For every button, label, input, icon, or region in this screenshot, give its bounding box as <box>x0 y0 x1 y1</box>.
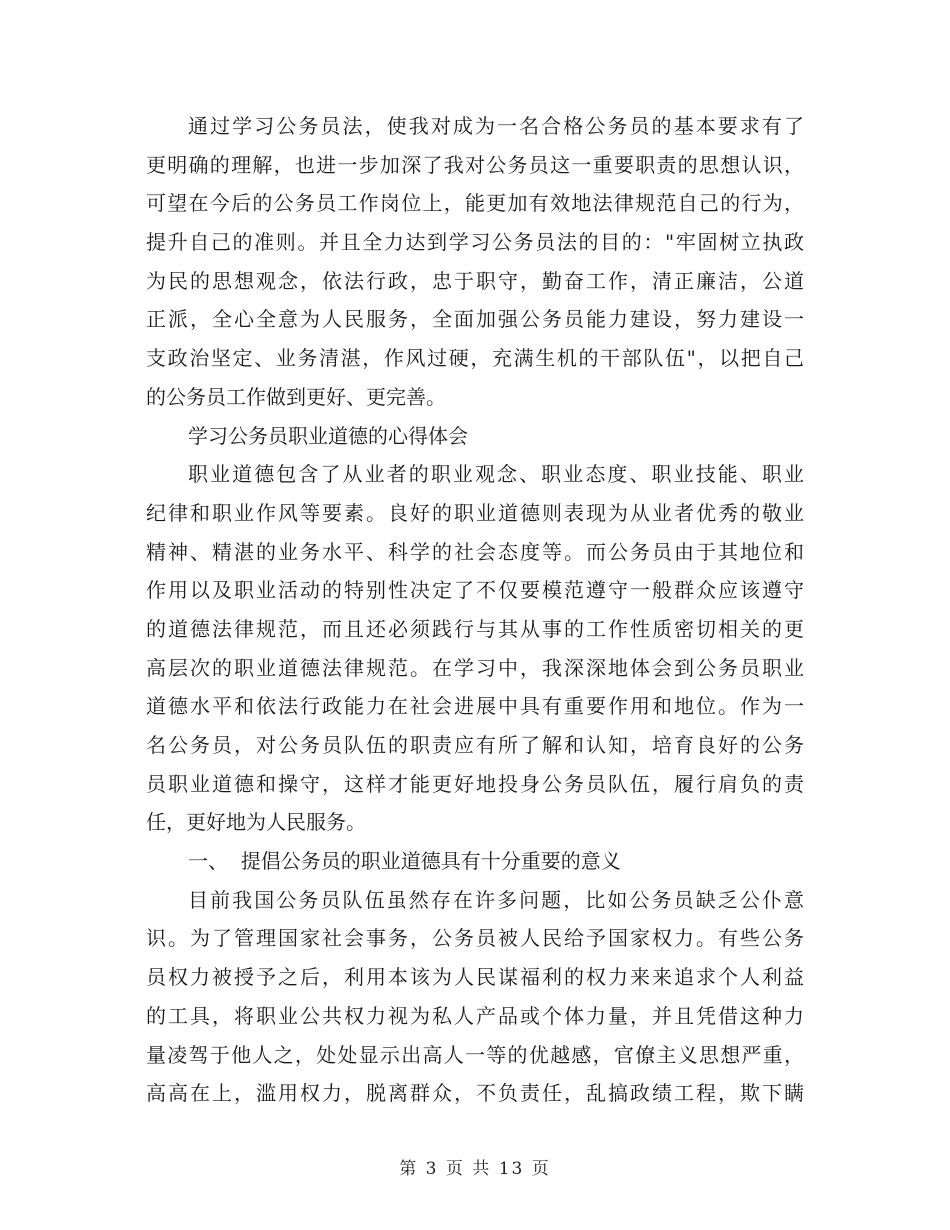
paragraph-line: 提升自己的准则。并且全力达到学习公务员法的目的："牢固树立执政 <box>146 230 804 255</box>
paragraph-line: 名公务员，对公务员队伍的职责应有所了解和认知，培育良好的公务 <box>146 733 804 757</box>
paragraph-line: 高高在上，滥用权力，脱离群众，不负责任，乱搞政绩工程，欺下瞒 <box>146 1081 804 1106</box>
paragraph-line: 正派，全心全意为人民服务，全面加强公务员能力建设，努力建设一 <box>146 307 804 332</box>
paragraph-line: 可望在今后的公务员工作岗位上，能更加有效地法律规范自己的行为， <box>146 191 804 216</box>
paragraph-line: 职业道德包含了从业者的职业观念、职业态度、职业技能、职业 <box>188 462 804 487</box>
document-body <box>146 107 804 1113</box>
paragraph-line: 的道德法律规范，而且还必须践行与其从事的工作性质密切相关的更 <box>146 616 804 641</box>
paragraph-line: 通过学习公务员法，使我对成为一名合格公务员的基本要求有了 <box>188 114 804 138</box>
paragraph-line: 员权力被授予之后，利用本该为人民谋福利的权力来来追求个人利益 <box>146 965 804 990</box>
paragraph-line: 高层次的职业道德法律规范。在学习中，我深深地体会到公务员职业 <box>146 655 804 680</box>
paragraph-line: 的工具，将职业公共权力视为私人产品或个体力量，并且凭借这种力 <box>146 1003 804 1028</box>
paragraph-line: 的公务员工作做到更好、更完善。 <box>146 384 446 409</box>
paragraph-line: 为民的思想观念，依法行政，忠于职守，勤奋工作，清正廉洁，公道 <box>146 268 804 293</box>
paragraph-line: 识。为了管理国家社会事务，公务员被人民给予国家权力。有些公务 <box>146 926 804 951</box>
paragraph-line: 道德水平和依法行政能力在社会进展中具有重要作用和地位。作为一 <box>146 694 804 719</box>
paragraph-line: 支政治坚定、业务清湛，作风过硬，充满生机的干部队伍"，以把自己 <box>146 346 804 371</box>
paragraph-line: 员职业道德和操守，这样才能更好地投身公务员队伍，履行肩负的责 <box>146 771 804 796</box>
section-heading: 学习公务员职业道德的心得体会 <box>188 423 468 448</box>
paragraph-line: 任，更好地为人民服务。 <box>146 810 366 835</box>
paragraph-line: 纪律和职业作风等要素。良好的职业道德则表现为从业者优秀的敬业 <box>146 500 804 525</box>
paragraph-line: 量凌驾于他人之，处处显示出高人一等的优越感，官僚主义思想严重， <box>146 1042 804 1067</box>
paragraph-line: 作用以及职业活动的特别性决定了不仅要模范遵守一般群众应该遵守 <box>146 578 804 603</box>
paragraph-line: 目前我国公务员队伍虽然存在许多问题，比如公务员缺乏公仆意 <box>188 887 804 912</box>
paragraph-line: 精神、精湛的业务水平、科学的社会态度等。而公务员由于其地位和 <box>146 539 804 564</box>
paragraph-line: 更明确的理解，也进一步加深了我对公务员这一重要职责的思想认识， <box>146 152 804 177</box>
section-heading: 一、 提倡公务员的职业道德具有十分重要的意义 <box>188 849 621 874</box>
page-number-footer: 第 3 页 共 13 页 <box>399 1159 551 1179</box>
